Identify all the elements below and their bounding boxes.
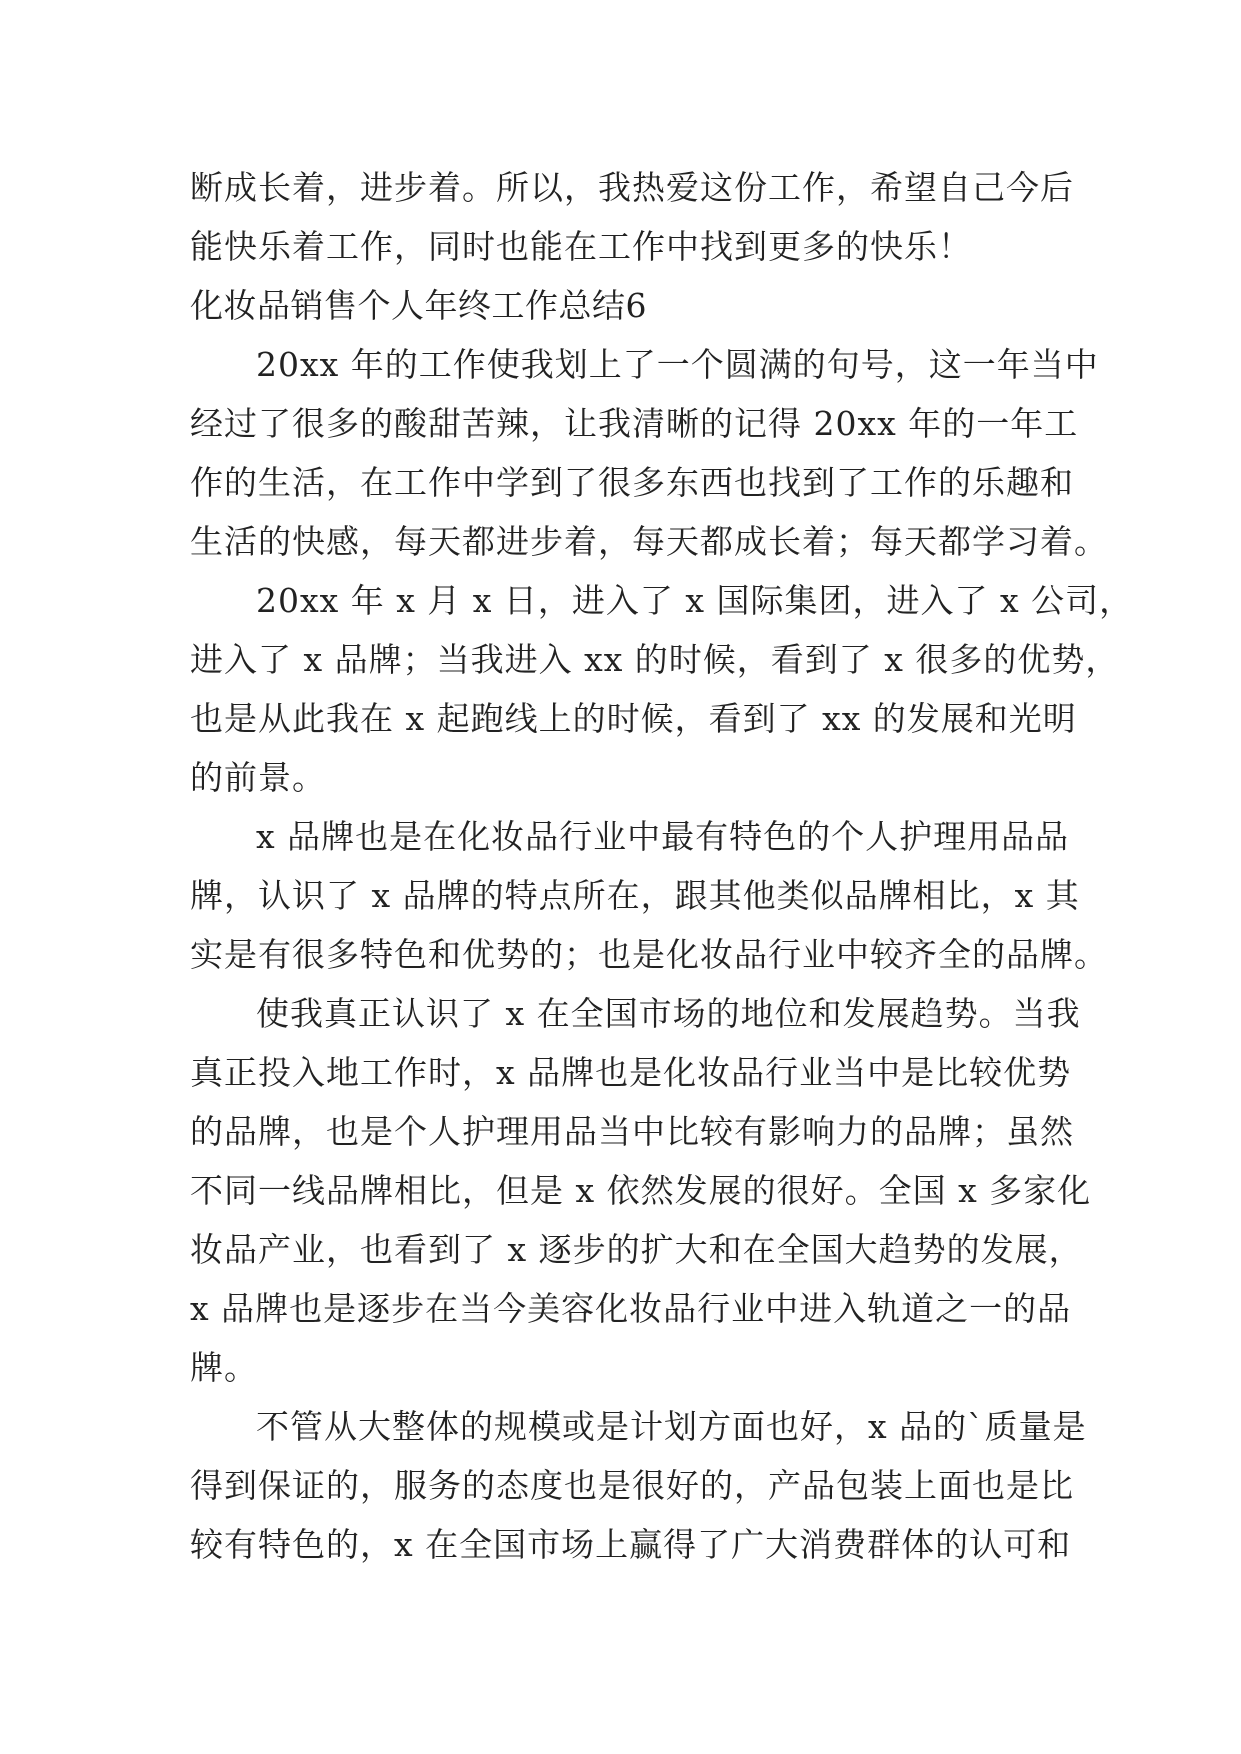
text-line: 较有特色的，x 在全国市场上赢得了广大消费群体的认可和 — [190, 1525, 1072, 1564]
text-line: 断成长着，进步着。所以，我热爱这份工作，希望自己今后 — [190, 168, 1074, 207]
text-line: 得到保证的，服务的态度也是很好的，产品包装上面也是比 — [190, 1466, 1074, 1505]
text-line: 真正投入地工作时，x 品牌也是化妆品行业当中是比较优势 — [190, 1053, 1072, 1092]
text-line: 也是从此我在 x 起跑线上的时候，看到了 xx 的发展和光明 — [190, 699, 1077, 738]
text-line: 实是有很多特色和优势的；也是化妆品行业中较齐全的品牌。 — [190, 935, 1108, 974]
paragraph-5 — [190, 1397, 1087, 1574]
text-line: 牌，认识了 x 品牌的特点所在，跟其他类似品牌相比，x 其 — [190, 876, 1080, 915]
text-line: 作的生活，在工作中学到了很多东西也找到了工作的乐趣和 — [190, 463, 1074, 502]
text-line: 生活的快感，每天都进步着，每天都成长着；每天都学习着。 — [190, 522, 1108, 561]
text-line: 能快乐着工作，同时也能在工作中找到更多的快乐！ — [190, 227, 972, 266]
text-line: x 品牌也是逐步在当今美容化妆品行业中进入轨道之一的品 — [190, 1289, 1072, 1328]
text-line: 20xx 年的工作使我划上了一个圆满的句号，这一年当中 — [256, 345, 1099, 384]
paragraph-1 — [190, 335, 1108, 571]
text-line: x 品牌也是在化妆品行业中最有特色的个人护理用品品 — [256, 817, 1070, 856]
paragraph-3 — [190, 807, 1108, 984]
text-line: 的前景。 — [190, 758, 326, 797]
text-line: 使我真正认识了 x 在全国市场的地位和发展趋势。当我 — [256, 994, 1081, 1033]
text-line: 的品牌，也是个人护理用品当中比较有影响力的品牌；虽然 — [190, 1112, 1074, 1151]
text-line: 经过了很多的酸甜苦辣，让我清晰的记得 20xx 年的一年工 — [190, 404, 1079, 443]
paragraph-4 — [190, 984, 1092, 1397]
section-title: 化妆品销售个人年终工作总结6 — [190, 286, 647, 325]
document-body — [190, 158, 1134, 1574]
text-line: 不管从大整体的规模或是计划方面也好，x 品的`质量是 — [256, 1407, 1087, 1446]
text-line: 进入了 x 品牌；当我进入 xx 的时候，看到了 x 很多的优势， — [190, 640, 1120, 679]
text-line: 牌。 — [190, 1348, 258, 1387]
text-line: 不同一线品牌相比，但是 x 依然发展的很好。全国 x 多家化 — [190, 1171, 1092, 1210]
text-line: 妆品产业，也看到了 x 逐步的扩大和在全国大趋势的发展， — [190, 1230, 1083, 1269]
text-line: 20xx 年 x 月 x 日，进入了 x 国际集团，进入了 x 公司， — [256, 581, 1134, 620]
paragraph-2 — [190, 571, 1134, 807]
